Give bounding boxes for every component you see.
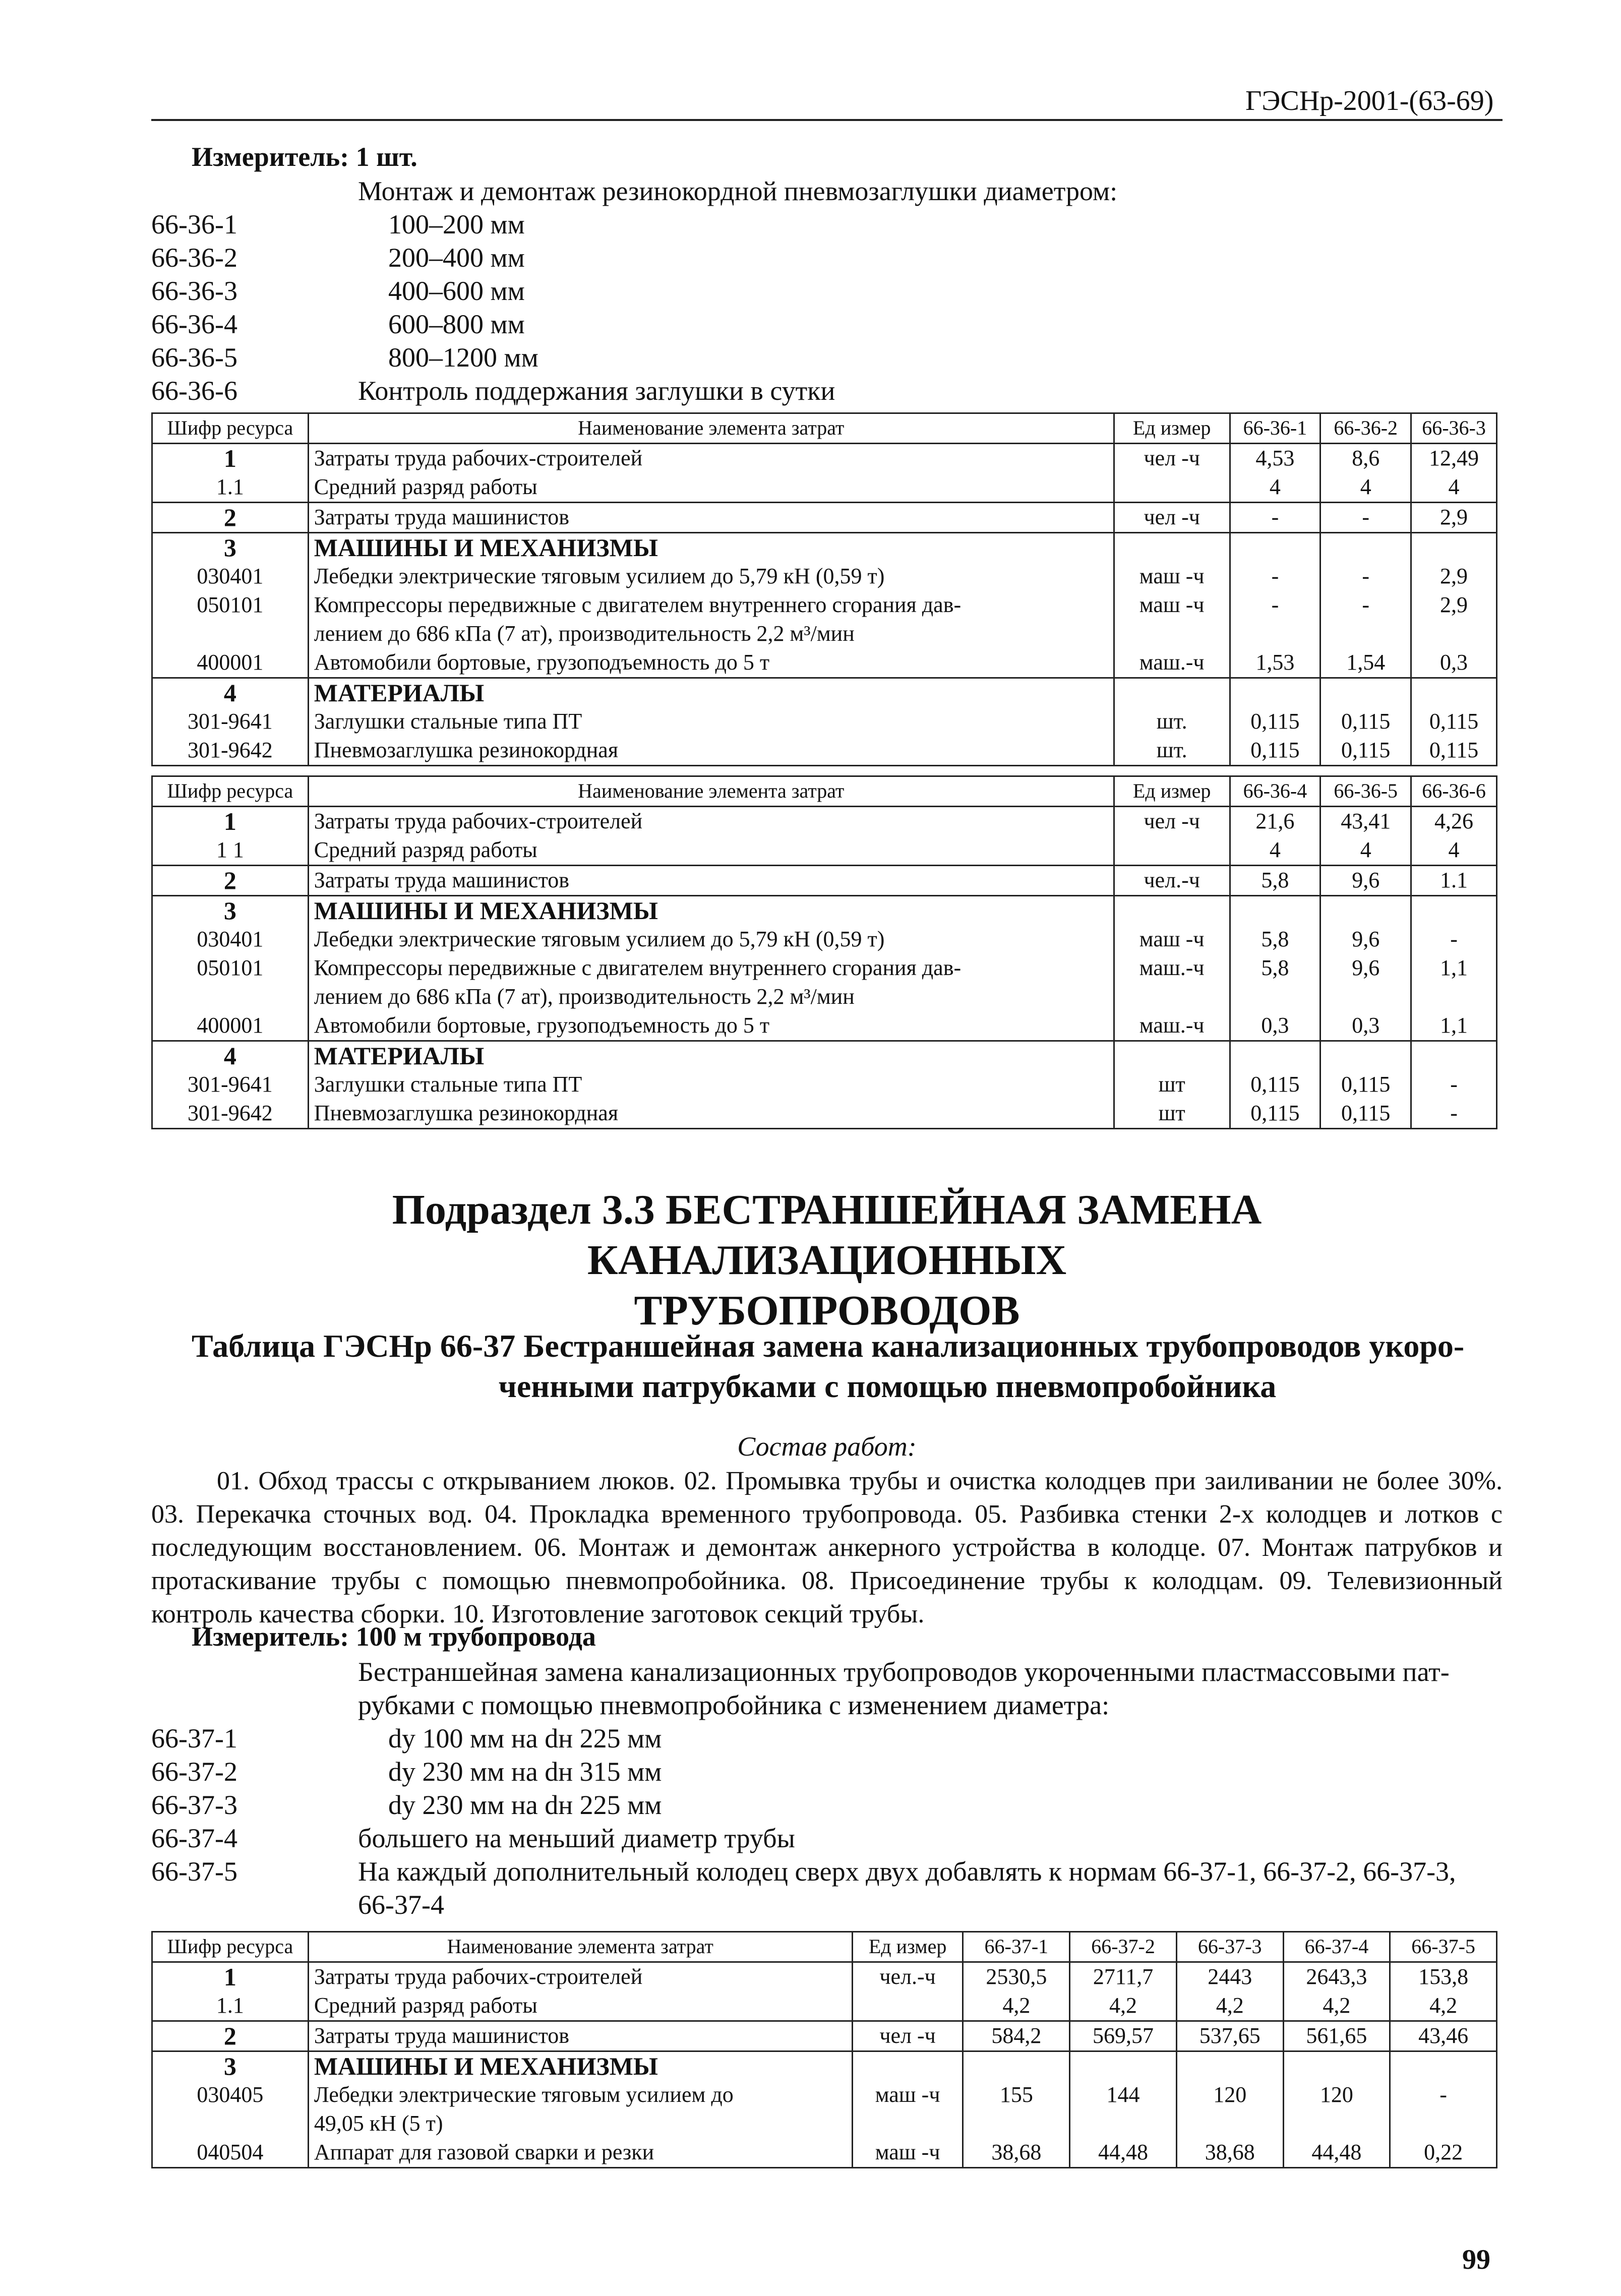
unit-cell: чел.-ч	[1114, 866, 1230, 896]
value-cell: 0,115	[1320, 707, 1411, 736]
block2-item-text: большего на меньший диаметр трубы	[358, 1823, 795, 1853]
value-cell: 4,2	[1070, 1991, 1177, 2021]
unit-cell: шт	[1114, 1070, 1230, 1099]
table-row	[152, 925, 1497, 954]
resource-code-cell: 1.1	[152, 1991, 309, 2021]
table-row	[152, 807, 1497, 836]
resource-code-cell: 4	[152, 678, 309, 708]
cost-element-cell: лением до 686 кПа (7 ат), производительность 2,2 м³/мин	[308, 620, 1114, 648]
table-title	[151, 1326, 1503, 1407]
resource-code-cell: 3	[152, 896, 309, 926]
value-cell: 43,46	[1390, 2021, 1497, 2051]
value-cell: 4,26	[1411, 807, 1497, 836]
value-cell	[1230, 620, 1320, 648]
column-header: 66-36-2	[1320, 413, 1411, 444]
resource-table-3	[151, 1931, 1497, 2168]
resource-code-cell: 4	[152, 1041, 309, 1071]
value-cell: 44,48	[1070, 2138, 1177, 2168]
block1-item-code: 66-36-3	[151, 276, 237, 306]
value-cell	[1176, 2109, 1283, 2138]
value-cell: 153,8	[1390, 1962, 1497, 1992]
value-cell	[1283, 2051, 1390, 2081]
table-row	[152, 1099, 1497, 1129]
page-number: 99	[1462, 2244, 1490, 2275]
resource-code-cell: 050101	[152, 954, 309, 983]
unit-cell: маш -ч	[852, 2138, 963, 2168]
value-cell: -	[1230, 591, 1320, 620]
cost-element-cell: Лебедки электрические тяговым усилием до 5,79 кН (0,59 т)	[308, 562, 1114, 591]
cost-element-cell: Затраты труда рабочих-строителей	[308, 444, 1114, 473]
unit-cell: шт.	[1114, 707, 1230, 736]
value-cell: 21,6	[1230, 807, 1320, 836]
resource-code-cell: 301-9642	[152, 1099, 309, 1129]
value-cell	[1070, 2051, 1177, 2081]
value-cell	[1411, 896, 1497, 926]
measure-unit-2: Измеритель: 100 м трубопровода	[192, 1621, 596, 1652]
column-header: 66-36-5	[1320, 776, 1411, 807]
unit-cell: маш -ч	[852, 2081, 963, 2109]
unit-cell	[1114, 533, 1230, 563]
resource-code-cell: 2	[152, 866, 309, 896]
column-header: 66-36-3	[1411, 413, 1497, 444]
table-row	[152, 954, 1497, 983]
value-cell: 44,48	[1283, 2138, 1390, 2168]
resource-table-1	[151, 412, 1497, 766]
value-cell: 2643,3	[1283, 1962, 1390, 1992]
resource-code-cell: 1	[152, 444, 309, 473]
value-cell: 2,9	[1411, 591, 1497, 620]
unit-cell	[1114, 896, 1230, 926]
block2-item-cont-text: 66-37-4	[358, 1890, 444, 1920]
block2-item-code: 66-37-3	[151, 1790, 237, 1820]
value-cell	[1230, 983, 1320, 1011]
table-row	[152, 562, 1497, 591]
unit-cell: шт	[1114, 1099, 1230, 1129]
cost-element-cell: Затраты труда машинистов	[308, 2021, 852, 2051]
table-row	[152, 896, 1497, 926]
block1-item-text: Контроль поддержания заглушки в сутки	[358, 376, 835, 406]
block2-title-line2: рубками с помощью пневмопробойника с изменением диаметра:	[358, 1690, 1110, 1720]
value-cell: 2,9	[1411, 562, 1497, 591]
table-title-line2: ченными патрубками с помощью пневмопробойника	[498, 1368, 1277, 1404]
value-cell: 4	[1230, 473, 1320, 503]
value-cell	[1230, 896, 1320, 926]
cost-element-cell: Аппарат для газовой сварки и резки	[308, 2138, 852, 2168]
value-cell: 584,2	[963, 2021, 1070, 2051]
value-cell: 0,3	[1230, 1011, 1320, 1041]
block1-item	[151, 341, 1513, 374]
value-cell	[1320, 983, 1411, 1011]
table-row	[152, 473, 1497, 503]
unit-cell: маш -ч	[1114, 925, 1230, 954]
unit-cell: маш.-ч	[1114, 1011, 1230, 1041]
resource-code-cell: 301-9642	[152, 736, 309, 766]
column-header: 66-36-4	[1230, 776, 1320, 807]
value-cell: -	[1411, 925, 1497, 954]
value-cell: 4	[1320, 473, 1411, 503]
value-cell	[1411, 983, 1497, 1011]
section-title-line1: Подраздел 3.3 БЕСТРАНШЕЙНАЯ ЗАМЕНА КАНАЛИЗАЦИОННЫХ	[392, 1186, 1262, 1284]
value-cell: 0,115	[1230, 707, 1320, 736]
table-row	[152, 533, 1497, 563]
resource-code-cell: 1.1	[152, 473, 309, 503]
value-cell: 1,1	[1411, 1011, 1497, 1041]
unit-cell: маш.-ч	[1114, 954, 1230, 983]
value-cell: 0,3	[1320, 1011, 1411, 1041]
table-row	[152, 444, 1497, 473]
value-cell	[1411, 533, 1497, 563]
table-row	[152, 2138, 1497, 2168]
unit-cell: чел.-ч	[852, 1962, 963, 1992]
value-cell	[1230, 1041, 1320, 1071]
block2-item-text: dy 230 мм на dн 315 мм	[388, 1757, 662, 1787]
table-header-row	[152, 776, 1497, 807]
value-cell	[1411, 678, 1497, 708]
resource-code-cell: 400001	[152, 1011, 309, 1041]
table-row	[152, 866, 1497, 896]
block2-item	[151, 1788, 1513, 1822]
block2-item-code: 66-37-4	[151, 1823, 237, 1853]
table-row	[152, 591, 1497, 620]
value-cell: 4,2	[1390, 1991, 1497, 2021]
resource-code-cell: 040504	[152, 2138, 309, 2168]
resource-code-cell: 301-9641	[152, 707, 309, 736]
block1-item-code: 66-36-1	[151, 209, 237, 239]
value-cell	[1230, 678, 1320, 708]
value-cell: 0,115	[1230, 1070, 1320, 1099]
block1-title-text: Монтаж и демонтаж резинокордной пневмозаглушки диаметром:	[358, 176, 1118, 206]
column-header: Шифр ресурса	[152, 413, 309, 444]
column-header: 66-37-4	[1283, 1932, 1390, 1962]
table-row	[152, 1962, 1497, 1992]
resource-code-cell: 030405	[152, 2081, 309, 2109]
value-cell: 155	[963, 2081, 1070, 2109]
block2-item-cont	[151, 1888, 1513, 1921]
value-cell	[1390, 2109, 1497, 2138]
unit-cell	[1114, 983, 1230, 1011]
cost-element-cell: лением до 686 кПа (7 ат), производительность 2,2 м³/мин	[308, 983, 1114, 1011]
cost-element-cell: МАШИНЫ И МЕХАНИЗМЫ	[308, 2051, 852, 2081]
value-cell: 2,9	[1411, 503, 1497, 533]
cost-element-cell: МАШИНЫ И МЕХАНИЗМЫ	[308, 533, 1114, 563]
cost-element-cell: Пневмозаглушка резинокордная	[308, 736, 1114, 766]
value-cell: 569,57	[1070, 2021, 1177, 2051]
column-header: Наименование элемента затрат	[308, 1932, 852, 1962]
unit-cell: чел -ч	[1114, 444, 1230, 473]
value-cell: 1,1	[1411, 954, 1497, 983]
unit-cell: чел -ч	[1114, 807, 1230, 836]
cost-element-cell: Лебедки электрические тяговым усилием до 5,79 кН (0,59 т)	[308, 925, 1114, 954]
value-cell	[1320, 620, 1411, 648]
value-cell	[1176, 2051, 1283, 2081]
column-header: Ед измер	[1114, 776, 1230, 807]
block1-item	[151, 208, 1513, 241]
value-cell	[1070, 2109, 1177, 2138]
block2-item-text: На каждый дополнительный колодец сверх двух добавлять к нормам 66-37-1, 66-37-2, 66-37-3,	[358, 1856, 1456, 1887]
value-cell	[963, 2051, 1070, 2081]
unit-cell: чел -ч	[1114, 503, 1230, 533]
column-header: 66-37-2	[1070, 1932, 1177, 1962]
value-cell: 120	[1283, 2081, 1390, 2109]
cost-element-cell: Затраты труда рабочих-строителей	[308, 807, 1114, 836]
section-title-line2: ТРУБОПРОВОДОВ	[634, 1287, 1020, 1334]
table-row	[152, 2081, 1497, 2109]
value-cell: 0,115	[1230, 736, 1320, 766]
value-cell: 4	[1411, 836, 1497, 866]
block2-item-code: 66-37-1	[151, 1723, 237, 1754]
value-cell: 0,115	[1320, 1099, 1411, 1129]
block1-item-text: 400–600 мм	[388, 276, 525, 306]
value-cell: 4	[1320, 836, 1411, 866]
block2-item-code: 66-37-5	[151, 1856, 237, 1887]
value-cell: 12,49	[1411, 444, 1497, 473]
value-cell: 537,65	[1176, 2021, 1283, 2051]
resource-code-cell: 2	[152, 2021, 309, 2051]
cost-element-cell: Средний разряд работы	[308, 473, 1114, 503]
value-cell: 2530,5	[963, 1962, 1070, 1992]
cost-element-cell: Средний разряд работы	[308, 836, 1114, 866]
composition-text: 01. Обход трассы с открыванием люков. 02. Промывка трубы и очистка колодцев при заиливании не более 30%. 03. Перекачка сточных вод. 04. Прокладка временного трубопровода. 05. Разбивка стенки 2-х колодцев и лотков с последующим восстановлением. 06. Монтаж и демонтаж анкерного устройства в колодце. 07. Монтаж патрубков и протаскивание трубы с помощью пневмопробойника. 08. Присоединение трубы к колодцам. 09. Телевизионный контроль качества сборки. 10. Изготовление заготовок секций трубы.	[151, 1467, 1503, 1628]
block2-title-row2	[151, 1688, 1513, 1722]
resource-code-cell	[152, 983, 309, 1011]
block2-title-row1	[151, 1655, 1513, 1688]
value-cell: 0,115	[1230, 1099, 1320, 1129]
block1-item	[151, 241, 1513, 274]
block1-item-text: 800–1200 мм	[388, 342, 538, 373]
cost-element-cell: Затраты труда машинистов	[308, 503, 1114, 533]
resource-code-cell	[152, 2109, 309, 2138]
value-cell: -	[1320, 591, 1411, 620]
resource-code-cell: 3	[152, 533, 309, 563]
column-header: 66-36-1	[1230, 413, 1320, 444]
table-row	[152, 2051, 1497, 2081]
block2-item	[151, 1755, 1513, 1788]
table-row	[152, 1011, 1497, 1041]
cost-element-cell: Лебедки электрические тяговым усилием до	[308, 2081, 852, 2109]
block1-item-code: 66-36-2	[151, 243, 237, 273]
unit-cell	[1114, 1041, 1230, 1071]
value-cell	[1411, 620, 1497, 648]
value-cell: 43,41	[1320, 807, 1411, 836]
block1-item	[151, 308, 1513, 341]
resource-code-cell	[152, 620, 309, 648]
block1-item-text: 600–800 мм	[388, 309, 525, 339]
cost-element-cell: Заглушки стальные типа ПТ	[308, 1070, 1114, 1099]
document-code: ГЭСНр-2001-(63-69)	[1245, 85, 1494, 116]
block1-item-text: 200–400 мм	[388, 243, 525, 273]
value-cell: 5,8	[1230, 954, 1320, 983]
column-header: Ед измер	[852, 1932, 963, 1962]
cost-element-cell: Пневмозаглушка резинокордная	[308, 1099, 1114, 1129]
resource-code-cell: 030401	[152, 925, 309, 954]
block1-title	[151, 174, 1513, 208]
resource-code-cell: 3	[152, 2051, 309, 2081]
column-header: Шифр ресурса	[152, 1932, 309, 1962]
cost-element-cell: МАШИНЫ И МЕХАНИЗМЫ	[308, 896, 1114, 926]
table-row	[152, 503, 1497, 533]
block1-item-code: 66-36-5	[151, 342, 237, 373]
block1-item-code: 66-36-6	[151, 376, 237, 406]
value-cell: 120	[1176, 2081, 1283, 2109]
block2-item	[151, 1722, 1513, 1755]
value-cell: 0,115	[1411, 707, 1497, 736]
table-header-row	[152, 1932, 1497, 1962]
value-cell: 5,8	[1230, 866, 1320, 896]
block1-item-code: 66-36-4	[151, 309, 237, 339]
value-cell: -	[1230, 562, 1320, 591]
value-cell: 4	[1230, 836, 1320, 866]
table-title-line1: Таблица ГЭСНр 66-37 Бестраншейная замена канализационных трубопроводов укоро-	[192, 1328, 1465, 1364]
unit-cell: шт.	[1114, 736, 1230, 766]
value-cell: 4	[1411, 473, 1497, 503]
cost-element-cell: Затраты труда машинистов	[308, 866, 1114, 896]
unit-cell: маш -ч	[1114, 562, 1230, 591]
cost-element-cell: 49,05 кН (5 т)	[308, 2109, 852, 2138]
composition-label: Состав работ:	[737, 1431, 917, 1462]
resource-code-cell: 400001	[152, 648, 309, 678]
unit-cell: маш.-ч	[1114, 648, 1230, 678]
column-header: 66-37-3	[1176, 1932, 1283, 1962]
unit-cell	[852, 1991, 963, 2021]
value-cell: 1,53	[1230, 648, 1320, 678]
value-cell	[1320, 533, 1411, 563]
table-row	[152, 1041, 1497, 1071]
value-cell: 5,8	[1230, 925, 1320, 954]
value-cell	[1320, 1041, 1411, 1071]
value-cell	[1390, 2051, 1497, 2081]
value-cell: 2711,7	[1070, 1962, 1177, 1992]
unit-cell	[1114, 836, 1230, 866]
section-title	[151, 1185, 1503, 1336]
block2-item-text: dy 230 мм на dн 225 мм	[388, 1790, 662, 1820]
value-cell: 4,53	[1230, 444, 1320, 473]
value-cell: 38,68	[963, 2138, 1070, 2168]
resource-code-cell: 030401	[152, 562, 309, 591]
table-row	[152, 707, 1497, 736]
block2-title-line1: Бестраншейная замена канализационных трубопроводов укороченными пластмассовыми пат-	[358, 1657, 1450, 1687]
value-cell: 144	[1070, 2081, 1177, 2109]
block1-item-text: 100–200 мм	[388, 209, 525, 239]
table-row	[152, 2109, 1497, 2138]
block2-item-code: 66-37-2	[151, 1757, 237, 1787]
cost-element-cell: Автомобили бортовые, грузоподъемность до 5 т	[308, 1011, 1114, 1041]
resource-code-cell: 050101	[152, 591, 309, 620]
table-row	[152, 2021, 1497, 2051]
resource-code-cell: 301-9641	[152, 1070, 309, 1099]
table-row	[152, 983, 1497, 1011]
column-header: Ед измер	[1114, 413, 1230, 444]
resource-code-cell: 1	[152, 807, 309, 836]
table-row	[152, 678, 1497, 708]
value-cell: 1.1	[1411, 866, 1497, 896]
cost-element-cell: Компрессоры передвижные с двигателем внутреннего сгорания дав-	[308, 591, 1114, 620]
cost-element-cell: Затраты труда рабочих-строителей	[308, 1962, 852, 1992]
unit-cell	[1114, 620, 1230, 648]
value-cell: 0,22	[1390, 2138, 1497, 2168]
unit-cell: чел -ч	[852, 2021, 963, 2051]
value-cell: -	[1390, 2081, 1497, 2109]
block2-item-text: dy 100 мм на dн 225 мм	[388, 1723, 662, 1754]
cost-element-cell: Заглушки стальные типа ПТ	[308, 707, 1114, 736]
block2-item	[151, 1822, 1513, 1855]
column-header: 66-36-6	[1411, 776, 1497, 807]
table-row	[152, 648, 1497, 678]
header-rule	[151, 119, 1503, 121]
block1-item	[151, 374, 1513, 407]
value-cell: 2443	[1176, 1962, 1283, 1992]
value-cell	[1320, 678, 1411, 708]
value-cell: -	[1320, 562, 1411, 591]
block2-item	[151, 1855, 1513, 1888]
unit-cell	[852, 2051, 963, 2081]
resource-code-cell: 1 1	[152, 836, 309, 866]
block1-item	[151, 274, 1513, 308]
value-cell	[963, 2109, 1070, 2138]
value-cell: 0,3	[1411, 648, 1497, 678]
column-header: Наименование элемента затрат	[308, 776, 1114, 807]
value-cell	[1320, 896, 1411, 926]
column-header: Наименование элемента затрат	[308, 413, 1114, 444]
value-cell: 9,6	[1320, 954, 1411, 983]
value-cell: 561,65	[1283, 2021, 1390, 2051]
table-row	[152, 836, 1497, 866]
unit-cell	[1114, 473, 1230, 503]
resource-code-cell: 2	[152, 503, 309, 533]
value-cell	[1411, 1041, 1497, 1071]
value-cell: -	[1411, 1070, 1497, 1099]
value-cell: 9,6	[1320, 866, 1411, 896]
table-row	[152, 736, 1497, 766]
value-cell: 38,68	[1176, 2138, 1283, 2168]
cost-element-cell: МАТЕРИАЛЫ	[308, 1041, 1114, 1071]
value-cell: -	[1320, 503, 1411, 533]
table-header-row	[152, 413, 1497, 444]
table-row	[152, 1991, 1497, 2021]
column-header: Шифр ресурса	[152, 776, 309, 807]
value-cell	[1230, 533, 1320, 563]
measure-unit-1: Измеритель: 1 шт.	[192, 142, 417, 172]
value-cell: 0,115	[1411, 736, 1497, 766]
column-header: 66-37-1	[963, 1932, 1070, 1962]
resource-table-2	[151, 775, 1497, 1129]
value-cell: 4,2	[1283, 1991, 1390, 2021]
value-cell: -	[1230, 503, 1320, 533]
cost-element-cell: Компрессоры передвижные с двигателем внутреннего сгорания дав-	[308, 954, 1114, 983]
value-cell: -	[1411, 1099, 1497, 1129]
cost-element-cell: Автомобили бортовые, грузоподъемность до 5 т	[308, 648, 1114, 678]
unit-cell	[852, 2109, 963, 2138]
value-cell: 0,115	[1320, 736, 1411, 766]
column-header: 66-37-5	[1390, 1932, 1497, 1962]
table-row	[152, 1070, 1497, 1099]
value-cell: 4,2	[1176, 1991, 1283, 2021]
value-cell: 4,2	[963, 1991, 1070, 2021]
value-cell: 8,6	[1320, 444, 1411, 473]
unit-cell: маш -ч	[1114, 591, 1230, 620]
cost-element-cell: МАТЕРИАЛЫ	[308, 678, 1114, 708]
resource-code-cell: 1	[152, 1962, 309, 1992]
cost-element-cell: Средний разряд работы	[308, 1991, 852, 2021]
value-cell: 1,54	[1320, 648, 1411, 678]
value-cell	[1283, 2109, 1390, 2138]
value-cell: 0,115	[1320, 1070, 1411, 1099]
table-row	[152, 620, 1497, 648]
value-cell: 9,6	[1320, 925, 1411, 954]
unit-cell	[1114, 678, 1230, 708]
